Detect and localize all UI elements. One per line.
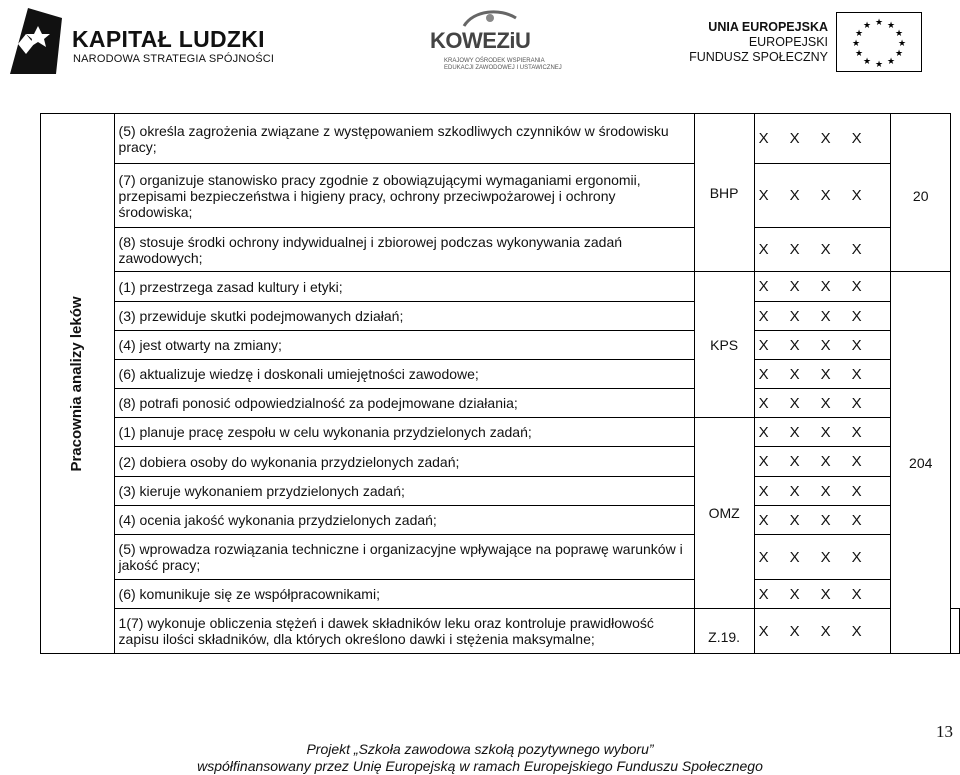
section-total: 204 [891, 272, 951, 654]
table-row [41, 580, 960, 609]
svg-text:★: ★ [894, 29, 904, 39]
footer-line2: współfinansowany przez Unię Europejską w ramach Europejskiego Funduszu Społecznego [197, 758, 763, 774]
mark: X [789, 278, 800, 295]
marks-cell [754, 331, 891, 360]
mark: X [789, 187, 800, 204]
table-row [41, 389, 960, 418]
mark: X [789, 365, 800, 383]
ue-text [689, 20, 828, 65]
koweziu-subtitle-line1: KRAJOWY OŚRODEK WSPIERANIA [444, 58, 545, 64]
effect-text: (4) jest otwarty na zmiany; [114, 331, 694, 360]
table-row [41, 360, 960, 389]
mark: X [851, 548, 862, 566]
mark: X [851, 365, 862, 383]
effect-text: (5) wprowadza rozwiązania techniczne i organizacyjne wpływające na poprawę warunków i jakość pracy; [114, 535, 694, 580]
svg-text:★: ★ [874, 60, 884, 70]
effect-text: (6) komunikuje się ze współpracownikami; [114, 580, 694, 609]
mark: X [758, 241, 769, 258]
mark: X [758, 130, 769, 147]
effect-text: (5) określa zagrożenia związane z występowaniem szkodliwych czynników w środowisku pracy; [114, 114, 694, 164]
mark: X [789, 394, 800, 412]
mark: X [789, 622, 800, 640]
mark: X [820, 548, 831, 566]
mark: X [851, 241, 862, 258]
svg-text:★: ★ [897, 39, 907, 49]
mark: X [789, 241, 800, 258]
kapital-ludzki-title: KAPITAŁ LUDZKI [72, 26, 265, 52]
mark: X [820, 365, 831, 383]
mark: X [851, 622, 862, 640]
table-row [41, 535, 960, 580]
marks-cell [754, 535, 891, 580]
curriculum-table [40, 113, 960, 654]
mark: X [758, 365, 769, 383]
kapital-ludzki-emblem-icon [8, 4, 64, 76]
marks-cell [754, 302, 891, 331]
marks-cell [754, 114, 891, 164]
mark: X [789, 585, 800, 603]
table-row [41, 609, 960, 654]
svg-text:★: ★ [874, 18, 884, 28]
svg-text:★: ★ [854, 49, 864, 59]
mark: X [789, 511, 800, 529]
mark: X [789, 130, 800, 147]
mark: X [758, 482, 769, 500]
effect-text: (7) organizuje stanowisko pracy zgodnie z obowiązującymi wymaganiami ergonomii, przepisami bezpieczeństwa i higieny pracy, ochrony przeciwpożarowej i ochrony środowiska; [114, 164, 694, 228]
mark: X [851, 278, 862, 295]
mark: X [851, 187, 862, 204]
marks-cell [754, 418, 891, 447]
effect-text: (1) planuje pracę zespołu w celu wykonania przydzielonych zadań; [114, 418, 694, 447]
marks-cell [754, 164, 891, 228]
table-row [41, 447, 960, 477]
effect-text: (6) aktualizuje wiedzę i doskonali umiejętności zawodowe; [114, 360, 694, 389]
koweziu-logo [430, 8, 560, 74]
mark: X [820, 336, 831, 354]
mark: X [851, 336, 862, 354]
mark: X [789, 548, 800, 566]
svg-text:★: ★ [851, 39, 861, 49]
mark: X [820, 187, 831, 204]
effect-text: (3) kieruje wykonaniem przydzielonych zadań; [114, 477, 694, 506]
marks-cell [754, 389, 891, 418]
mark: X [758, 394, 769, 412]
mark: X [851, 511, 862, 529]
mark: X [789, 453, 800, 470]
mark: X [758, 307, 769, 325]
mark: X [789, 423, 800, 441]
marks-cell [754, 447, 891, 477]
effect-text: (8) potrafi ponosić odpowiedzialność za podejmowane działania; [114, 389, 694, 418]
mark: X [820, 241, 831, 258]
unia-europejska-logo [689, 12, 930, 72]
eu-flag-icon [836, 12, 922, 72]
mark: X [758, 187, 769, 204]
effect-text: (1) przestrzega zasad kultury i etyki; [114, 272, 694, 302]
table-row [41, 418, 960, 447]
effect-text: (8) stosuje środki ochrony indywidualnej i zbiorowej podczas wykonywania zadań zawodowych; [114, 228, 694, 272]
marks-cell [754, 360, 891, 389]
code-kps: KPS [694, 272, 754, 418]
mark: X [851, 130, 862, 147]
table-row [41, 114, 960, 164]
empty-cell [891, 114, 951, 164]
svg-text:★: ★ [854, 29, 864, 39]
koweziu-swirl-icon [460, 8, 520, 30]
mark: X [758, 585, 769, 603]
mark: X [758, 278, 769, 295]
mark: X [820, 307, 831, 325]
svg-text:★: ★ [894, 49, 904, 59]
empty-cell [951, 609, 960, 654]
effect-text: (3) przewiduje skutki podejmowanych działań; [114, 302, 694, 331]
mark: X [789, 482, 800, 500]
empty-cell [891, 228, 951, 272]
table-row [41, 477, 960, 506]
svg-text:★: ★ [862, 57, 872, 67]
code-bhp: BHP [694, 114, 754, 272]
ue-line3: FUNDUSZ SPOŁECZNY [689, 50, 828, 64]
marks-cell [754, 506, 891, 535]
table-row [41, 302, 960, 331]
mark: X [820, 394, 831, 412]
mark: X [758, 622, 769, 640]
table-row [41, 228, 960, 272]
mark: X [758, 336, 769, 354]
table-row [41, 331, 960, 360]
bhp-total: 20 [891, 164, 951, 228]
mark: X [758, 548, 769, 566]
section-label-cell [41, 114, 115, 654]
mark: X [758, 453, 769, 470]
effect-text: (2) dobiera osoby do wykonania przydzielonych zadań; [114, 447, 694, 477]
mark: X [820, 585, 831, 603]
koweziu-subtitle-line2: EDUKACJI ZAWODOWEJ I USTAWICZNEJ [444, 65, 562, 71]
ue-line2: EUROPEJSKI [748, 35, 828, 49]
page-header [0, 0, 960, 82]
ue-line1: UNIA EUROPEJSKA [708, 20, 828, 34]
effect-text: (4) ocenia jakość wykonania przydzielonych zadań; [114, 506, 694, 535]
mark: X [758, 511, 769, 529]
table-row [41, 164, 960, 228]
marks-cell [754, 580, 891, 609]
marks-cell [754, 477, 891, 506]
koweziu-subtitle [444, 58, 562, 72]
svg-text:★: ★ [862, 21, 872, 31]
mark: X [789, 307, 800, 325]
marks-cell [754, 609, 891, 654]
mark: X [851, 453, 862, 470]
code-omz: OMZ [694, 418, 754, 609]
mark: X [851, 423, 862, 441]
svg-text:★: ★ [886, 21, 896, 31]
kapital-ludzki-subtitle: NARODOWA STRATEGIA SPÓJNOŚCI [73, 53, 275, 65]
koweziu-title: KOWEZiU [430, 28, 531, 53]
table-row [41, 272, 960, 302]
mark: X [851, 307, 862, 325]
mark: X [789, 336, 800, 354]
mark: X [820, 511, 831, 529]
footer-line1: Projekt „Szkoła zawodowa szkołą pozytywnego wyboru” [306, 741, 654, 757]
marks-cell [754, 228, 891, 272]
mark: X [851, 394, 862, 412]
kapital-ludzki-logo [8, 4, 275, 76]
mark: X [820, 130, 831, 147]
marks-cell [754, 272, 891, 302]
mark: X [758, 423, 769, 441]
mark: X [820, 482, 831, 500]
effect-text: 1(7) wykonuje obliczenia stężeń i dawek składników leku oraz kontroluje prawidłowość zapisu ilości składników, dla których określono dawki i stężenia maksymalne; [114, 609, 694, 654]
mark: X [851, 482, 862, 500]
mark: X [851, 585, 862, 603]
section-label: Pracownia analizy leków [68, 295, 86, 472]
table-row [41, 506, 960, 535]
mark: X [820, 278, 831, 295]
mark: X [820, 423, 831, 441]
mark: X [820, 622, 831, 640]
mark: X [820, 453, 831, 470]
svg-text:★: ★ [886, 57, 896, 67]
code-z19: Z.19. [694, 609, 754, 654]
page-number: 13 [936, 722, 953, 741]
